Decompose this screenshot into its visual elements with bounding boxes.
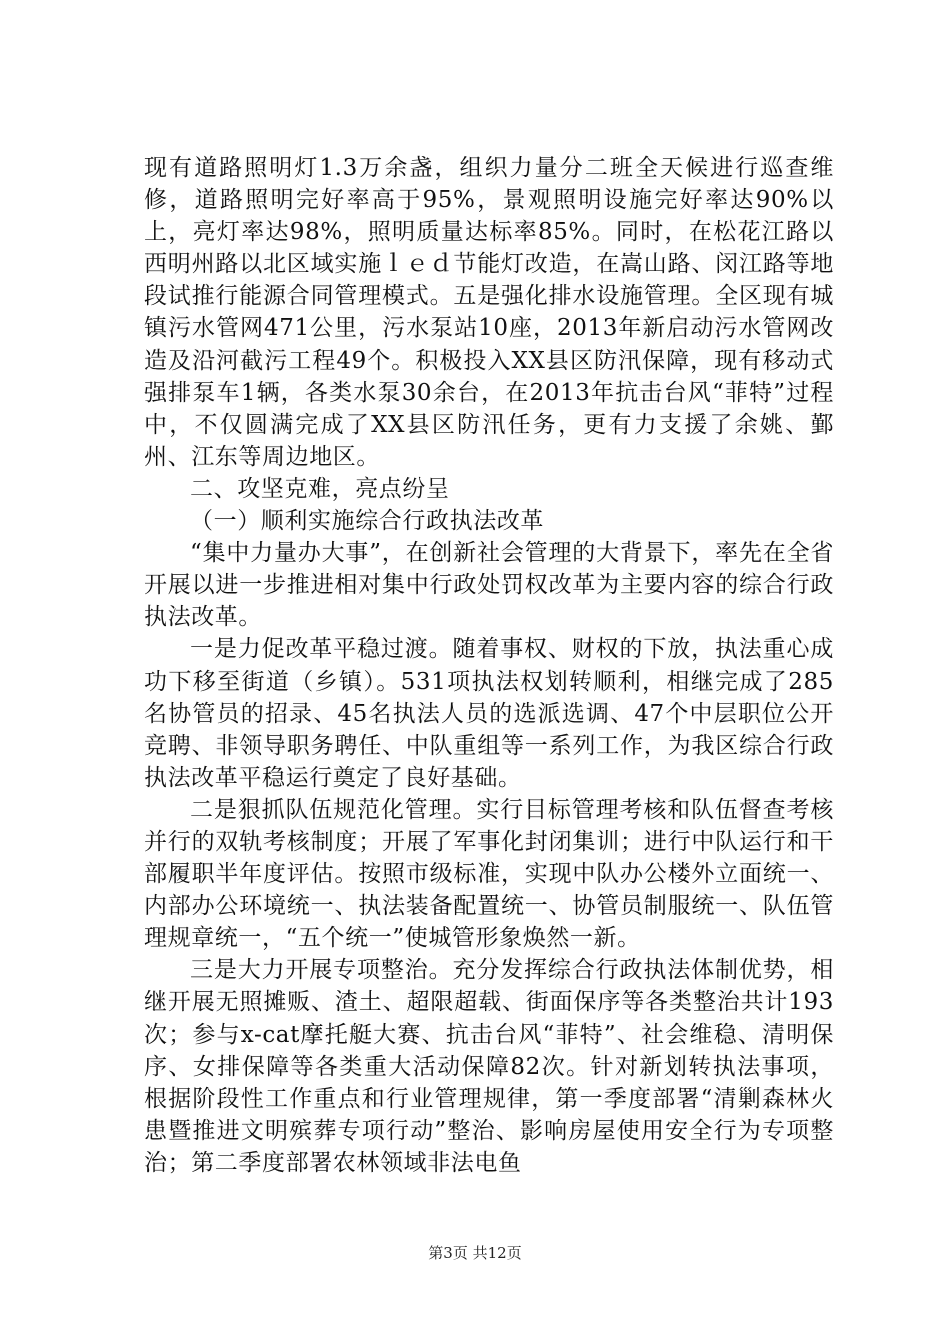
paragraph-point-one: 一是力促改革平稳过渡。随着事权、财权的下放，执法重心成功下移至街道（乡镇）。531项执法权划转顺利，相继完成了285名协管员的招录、45名执法人员的选派选调、47个中层职位公开竞聘、非领导职务聘任、中队重组等一系列工作，为我区综合行政执法改革平稳运行奠定了良好基础。 xyxy=(144,636,834,791)
subsection-heading: （一）顺利实施综合行政执法改革 xyxy=(190,508,544,535)
paragraph-point-three: 三是大力开展专项整治。充分发挥综合行政执法体制优势，相继开展无照摊贩、渣土、超限超载、街面保序等各类整治共计193次；参与x-cat摩托艇大赛、抗击台风“菲特”、社会维稳、清明保序、女排保障等各类重大活动保障82次。针对新划转执法事项，根据阶段性工作重点和行业管理规律，第一季度部署“清剿森林火患暨推进文明殡葬专项行动”整治、影响房屋使用安全行为专项整治；第二季度部署农林领域非法电鱼 xyxy=(144,957,834,1176)
page-number-footer: 第3页 共12页 xyxy=(428,1244,522,1262)
paragraph-point-two: 二是狠抓队伍规范化管理。实行目标管理考核和队伍督查考核并行的双轨考核制度；开展了军事化封闭集训；进行中队运行和干部履职半年度评估。按照市级标准，实现中队办公楼外立面统一、内部办公环境统一、执法装备配置统一、协管员制服统一、队伍管理规章统一，“五个统一”使城管形象焕然一新。 xyxy=(144,796,834,952)
paragraph-continuation: 现有道路照明灯1.3万余盏，组织力量分二班全天候进行巡查维修，道路照明完好率高于95%，景观照明设施完好率达90%以上，亮灯率达98%，照明质量达标率85%。同时，在松花江路以西明州路以北区域实施ｌｅｄ节能灯改造，在嵩山路、闵江路等地段试推行能源合同管理模式。五是强化排水设施管理。全区现有城镇污水管网471公里，污水泵站10座，2013年新启动污水管网改造及沿河截污工程49个。积极投入XX县区防汛保障，现有移动式强排泵车1辆，各类水泵30余台，在2013年抗击台风“菲特”过程中，不仅圆满完成了XX县区防汛任务，更有力支援了余姚、鄞州、江东等周边地区。 xyxy=(144,155,834,470)
paragraph-intro: “集中力量办大事”，在创新社会管理的大背景下，率先在全省开展以进一步推进相对集中行政处罚权改革为主要内容的综合行政执法改革。 xyxy=(144,540,834,631)
document-body xyxy=(144,152,834,1179)
section-heading: 二、攻坚克难，亮点纷呈 xyxy=(190,475,450,502)
